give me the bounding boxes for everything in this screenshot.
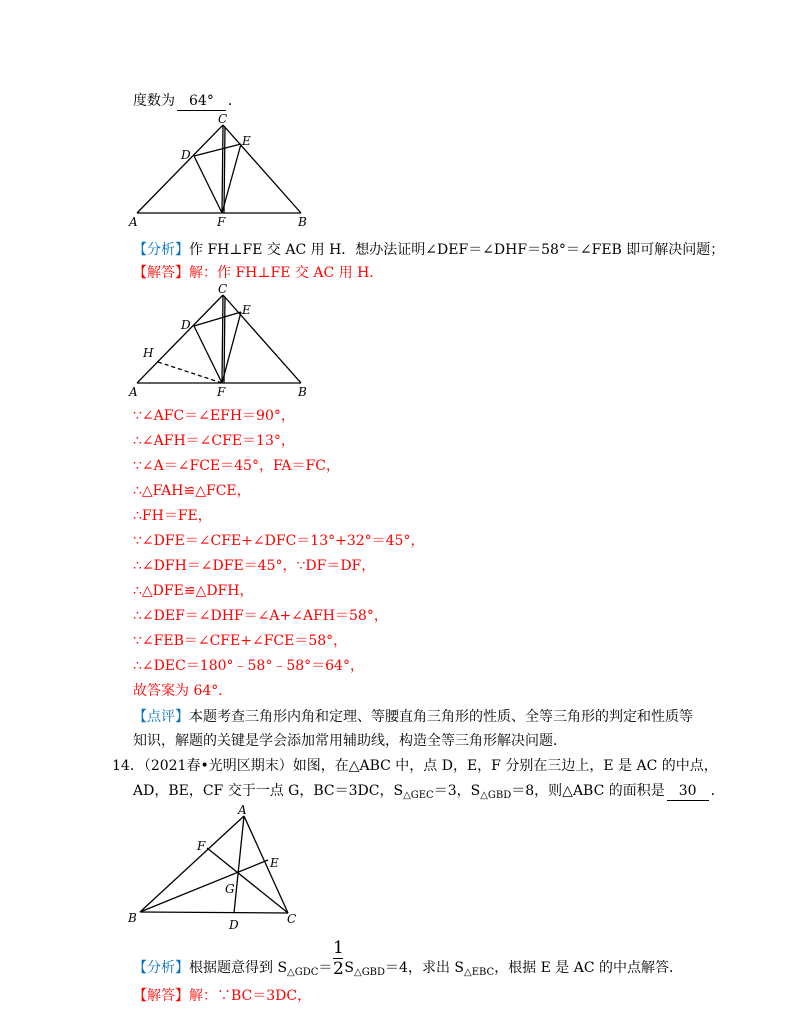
q14-solution — [133, 986, 311, 1006]
figure-triangle-2 — [120, 280, 320, 402]
label-f: F — [217, 385, 226, 399]
solution-text: 解：作 FH⊥FE 交 AC 用 H． — [189, 265, 384, 281]
segment-ac — [244, 816, 288, 913]
label-g: G — [225, 882, 235, 896]
analysis-text-c: ，根据 E 是 AC 的中点解答． — [494, 960, 684, 976]
area-symbol: S — [454, 960, 464, 976]
solution-step: ∴∠AFH＝∠CFE＝13°， — [133, 433, 295, 449]
analysis-tag: 【分析】 — [133, 960, 189, 976]
fraction-numerator: 1 — [332, 938, 344, 958]
segment-df — [194, 156, 222, 213]
solution-step: ∴∠DEF＝∠DHF＝∠A+∠AFH＝58°， — [133, 608, 388, 624]
answer-blank: 64° — [177, 93, 226, 111]
segment-cf — [222, 295, 223, 383]
label-e: E — [242, 134, 251, 148]
label-d: D — [229, 918, 239, 932]
solution-step: ∴△DFE≌△DFH， — [133, 583, 254, 599]
label-f: F — [217, 215, 226, 229]
solution-step: ∴△FAH≌△FCE， — [133, 483, 251, 499]
area-symbol: S — [470, 783, 481, 799]
area-subscript: △GBD — [480, 790, 512, 801]
q14-question-line-1: 14．（2021春•光明区期末）如图，在△ABC 中，点 D，E，F 分别在三边上，E 是 AC 的中点， — [112, 758, 718, 774]
figure-triangle-3 — [120, 800, 310, 935]
label-c: C — [218, 112, 228, 126]
figure-triangle-1 — [120, 110, 320, 232]
label-a: A — [238, 803, 247, 817]
label-e: E — [270, 856, 279, 870]
solution-step: 故答案为 64°． — [133, 683, 233, 699]
label-b: B — [298, 215, 307, 229]
solution-step: ∵∠DFE＝∠CFE+∠DFC＝13°+32°＝45°， — [133, 533, 425, 549]
solution-step: ∵∠FEB＝∠CFE+∠FCE＝58°， — [133, 633, 348, 649]
segment-de — [194, 144, 241, 156]
comment-tag: 【点评】 — [133, 709, 189, 725]
segment-de — [194, 312, 241, 326]
segment-df — [194, 326, 222, 383]
solution-step: ∵∠A＝∠FCE＝45°，FA＝FC， — [133, 458, 340, 474]
area-subscript: △EBC — [464, 967, 495, 978]
q13-comment-line-2: 知识，解题的关键是学会添加常用辅助线，构造全等三角形解决问题． — [133, 733, 567, 749]
answer-suffix: ． — [227, 93, 242, 109]
area-subscript: △GDC — [287, 967, 319, 978]
area-symbol: S — [277, 960, 288, 976]
fraction — [332, 938, 344, 979]
segment-ad — [234, 816, 244, 913]
label-e: E — [242, 303, 251, 317]
answer-blank: 30 — [667, 783, 709, 801]
analysis-text-a: 根据题意得到 — [189, 960, 278, 976]
solution-tag: 【解答】 — [133, 265, 189, 281]
segment-be — [140, 860, 268, 912]
area-symbol: S — [393, 783, 404, 799]
solution-step: ∴∠DFH＝∠DFE＝45°，∵DF＝DF， — [133, 558, 376, 574]
solution-text: 解：∵BC＝3DC， — [189, 988, 312, 1004]
analysis-tag: 【分析】 — [133, 242, 189, 258]
label-b: B — [298, 385, 307, 399]
analysis-text: 作 FH⊥FE 交 AC 用 H．想办法证明∠DEF＝∠DHF＝58°＝∠FEB 即可解决问题； — [189, 242, 725, 258]
comment-text: 本题考查三角形内角和定理、等腰直角三角形的性质、全等三角形的判定和性质等 — [189, 709, 693, 725]
label-c: C — [287, 912, 297, 926]
analysis-text-b: ＝4，求出 — [385, 960, 455, 976]
segment-cf-2 — [224, 127, 225, 213]
segment-hf-dashed — [158, 362, 222, 383]
q14-analysis — [133, 938, 684, 983]
q14-text-d: ． — [710, 783, 725, 799]
area-subscript: △GEC — [403, 790, 434, 801]
solution-step: ∵∠AFC＝∠EFH＝90°， — [133, 408, 295, 424]
area-symbol: S — [344, 960, 354, 976]
label-b: B — [128, 911, 137, 925]
segment-cf — [222, 125, 223, 213]
solution-step: ∴FH＝FE， — [133, 508, 212, 524]
label-a: A — [129, 215, 138, 229]
equals-sign: ＝ — [318, 960, 333, 976]
q13-comment-line-1 — [133, 707, 693, 727]
label-h: H — [143, 346, 154, 360]
q14-text-b: ＝3， — [433, 783, 471, 799]
segment-cb — [223, 295, 301, 383]
answer-prefix: 度数为 — [133, 93, 175, 109]
q13-answer-line — [133, 91, 242, 111]
label-a: A — [129, 385, 138, 399]
q14-text-c: ＝8，则△ABC 的面积是 — [511, 783, 665, 799]
segment-bc — [140, 912, 288, 913]
area-subscript: △GBD — [354, 967, 386, 978]
fraction-denominator: 2 — [332, 959, 344, 979]
solution-step: ∴∠DEC＝180°﹣58°﹣58°＝64°， — [133, 658, 364, 674]
segment-ab — [140, 816, 244, 912]
q14-text-a: AD，BE，CF 交于一点 G，BC＝3DC， — [133, 783, 394, 799]
label-c: C — [218, 282, 228, 296]
label-f: F — [197, 839, 206, 853]
q13-analysis — [133, 240, 724, 260]
label-d: D — [181, 148, 191, 162]
solution-tag: 【解答】 — [133, 988, 189, 1004]
label-d: D — [181, 318, 191, 332]
segment-ac — [137, 125, 223, 213]
